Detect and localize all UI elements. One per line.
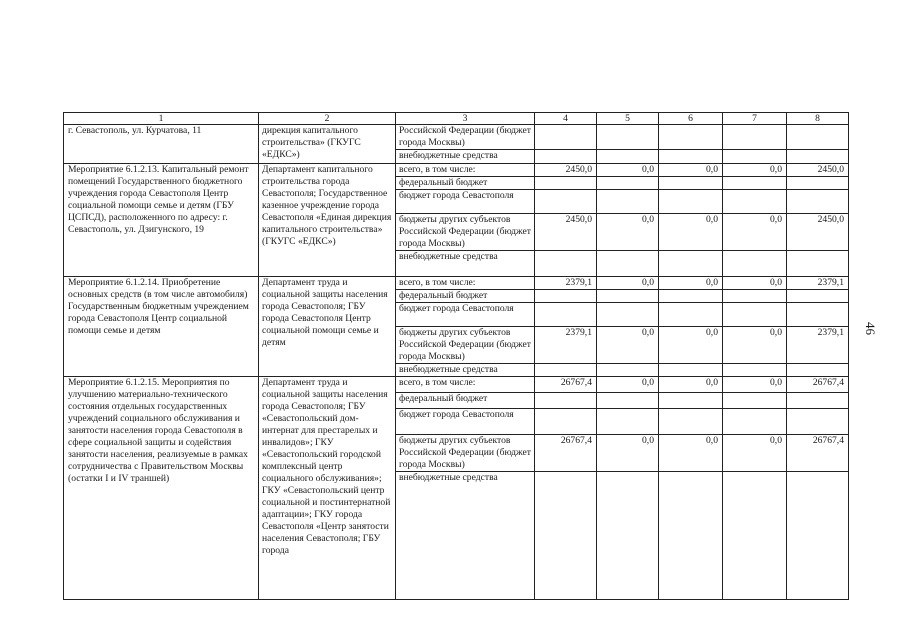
source-cell: бюджеты других субъектов Российской Федерации (бюджет города Москвы) — [396, 327, 535, 364]
page-number: 46 — [863, 322, 878, 335]
source-cell: федеральный бюджет — [396, 290, 535, 303]
measure-cell: Мероприятие 6.1.2.15. Мероприятия по улучшению материально-технического состояния отдельных государственных учреждений социального обслуживания и занятости населения города Севастополя в сфере социальной защиты и содействия занятости населения, реализуемые в рамках сотрудничества с Правительством Москвы (остатки I и IV траншей) — [64, 377, 259, 600]
source-cell: внебюджетные средства — [396, 150, 535, 164]
source-cell: внебюджетные средства — [396, 364, 535, 377]
executor-cell: Департамент труда и социальной защиты населения города Севастополя; ГБУ города Севастополя Центр социальной помощи семье и детям — [259, 277, 396, 377]
value-cell: 2450,0 — [787, 164, 849, 177]
table-row — [64, 125, 849, 150]
value-cell: 0,0 — [597, 164, 659, 177]
source-cell: внебюджетные средства — [396, 472, 535, 600]
value-cell: 0,0 — [659, 277, 723, 290]
value-cell: 0,0 — [723, 435, 787, 472]
source-cell: бюджеты других субъектов Российской Федерации (бюджет города Москвы) — [396, 214, 535, 251]
source-cell: федеральный бюджет — [396, 177, 535, 190]
value-cell: 0,0 — [723, 377, 787, 393]
source-cell: всего, в том числе: — [396, 377, 535, 393]
column-header-row — [64, 113, 849, 125]
source-cell: Российской Федерации (бюджет города Москвы) — [396, 125, 535, 150]
source-cell: бюджеты других субъектов Российской Федерации (бюджет города Москвы) — [396, 435, 535, 472]
measure-cell: Мероприятие 6.1.2.14. Приобретение основных средств (в том числе автомобиля) Государственным бюджетным учреждением города Севастополя Центр социальной помощи семье и детям — [64, 277, 259, 377]
value-cell: 0,0 — [723, 214, 787, 251]
value-cell: 0,0 — [659, 435, 723, 472]
source-cell: бюджет города Севастополя — [396, 409, 535, 435]
col-header-4: 4 — [535, 113, 597, 125]
col-header-8: 8 — [787, 113, 849, 125]
source-cell: всего, в том числе: — [396, 164, 535, 177]
value-cell: 0,0 — [597, 377, 659, 393]
col-header-7: 7 — [723, 113, 787, 125]
col-header-5: 5 — [597, 113, 659, 125]
col-header-3: 3 — [396, 113, 535, 125]
col-header-2: 2 — [259, 113, 396, 125]
value-cell: 0,0 — [723, 164, 787, 177]
value-cell: 2379,1 — [787, 277, 849, 290]
executor-cell: дирекция капитального строительства» (ГКУГС «ЕДКС») — [259, 125, 396, 164]
table-row — [64, 277, 849, 290]
value-cell: 2379,1 — [787, 327, 849, 364]
value-cell: 2450,0 — [535, 214, 597, 251]
source-cell: федеральный бюджет — [396, 393, 535, 409]
table-row — [64, 377, 849, 393]
value-cell: 2379,1 — [535, 277, 597, 290]
value-cell: 2450,0 — [787, 214, 849, 251]
value-cell: 0,0 — [597, 327, 659, 364]
table-row — [64, 164, 849, 177]
source-cell: бюджет города Севастополя — [396, 303, 535, 327]
value-cell: 2379,1 — [535, 327, 597, 364]
value-cell: 0,0 — [723, 327, 787, 364]
source-cell: бюджет города Севастополя — [396, 190, 535, 214]
value-cell: 0,0 — [597, 435, 659, 472]
value-cell: 26767,4 — [787, 435, 849, 472]
value-cell: 26767,4 — [535, 377, 597, 393]
value-cell: 0,0 — [659, 164, 723, 177]
measure-cell: г. Севастополь, ул. Курчатова, 11 — [64, 125, 259, 164]
funding-table — [63, 112, 849, 600]
value-cell: 0,0 — [597, 277, 659, 290]
executor-cell: Департамент капитального строительства города Севастополя; Государственное казенное учреждение города Севастополя «Единая дирекция капитального строительства» (ГКУГС «ЕДКС») — [259, 164, 396, 277]
col-header-1: 1 — [64, 113, 259, 125]
value-cell: 0,0 — [659, 377, 723, 393]
value-cell: 0,0 — [659, 327, 723, 364]
value-cell: 2450,0 — [535, 164, 597, 177]
source-cell: внебюджетные средства — [396, 251, 535, 277]
value-cell: 0,0 — [659, 214, 723, 251]
value-cell: 0,0 — [723, 277, 787, 290]
value-cell: 0,0 — [597, 214, 659, 251]
source-cell: всего, в том числе: — [396, 277, 535, 290]
value-cell: 26767,4 — [535, 435, 597, 472]
col-header-6: 6 — [659, 113, 723, 125]
value-cell: 26767,4 — [787, 377, 849, 393]
measure-cell: Мероприятие 6.1.2.13. Капитальный ремонт помещений Государственного бюджетного учреждения города Севастополя Центр социальной помощи семье и детям (ГБУ ЦСПСД), расположенного по адресу: г. Севастополь, ул. Дзигунского, 19 — [64, 164, 259, 277]
executor-cell: Департамент труда и социальной защиты населения города Севастополя; ГБУ «Севастопольский дом-интернат для престарелых и инвалидов»; ГКУ «Севастопольский городской комплексный центр социального обслуживания»; ГКУ «Севастопольский центр социальной и постинтернатной адаптации»; ГКУ города Севастополя «Центр занятости населения Севастополя; ГБУ города — [259, 377, 396, 600]
